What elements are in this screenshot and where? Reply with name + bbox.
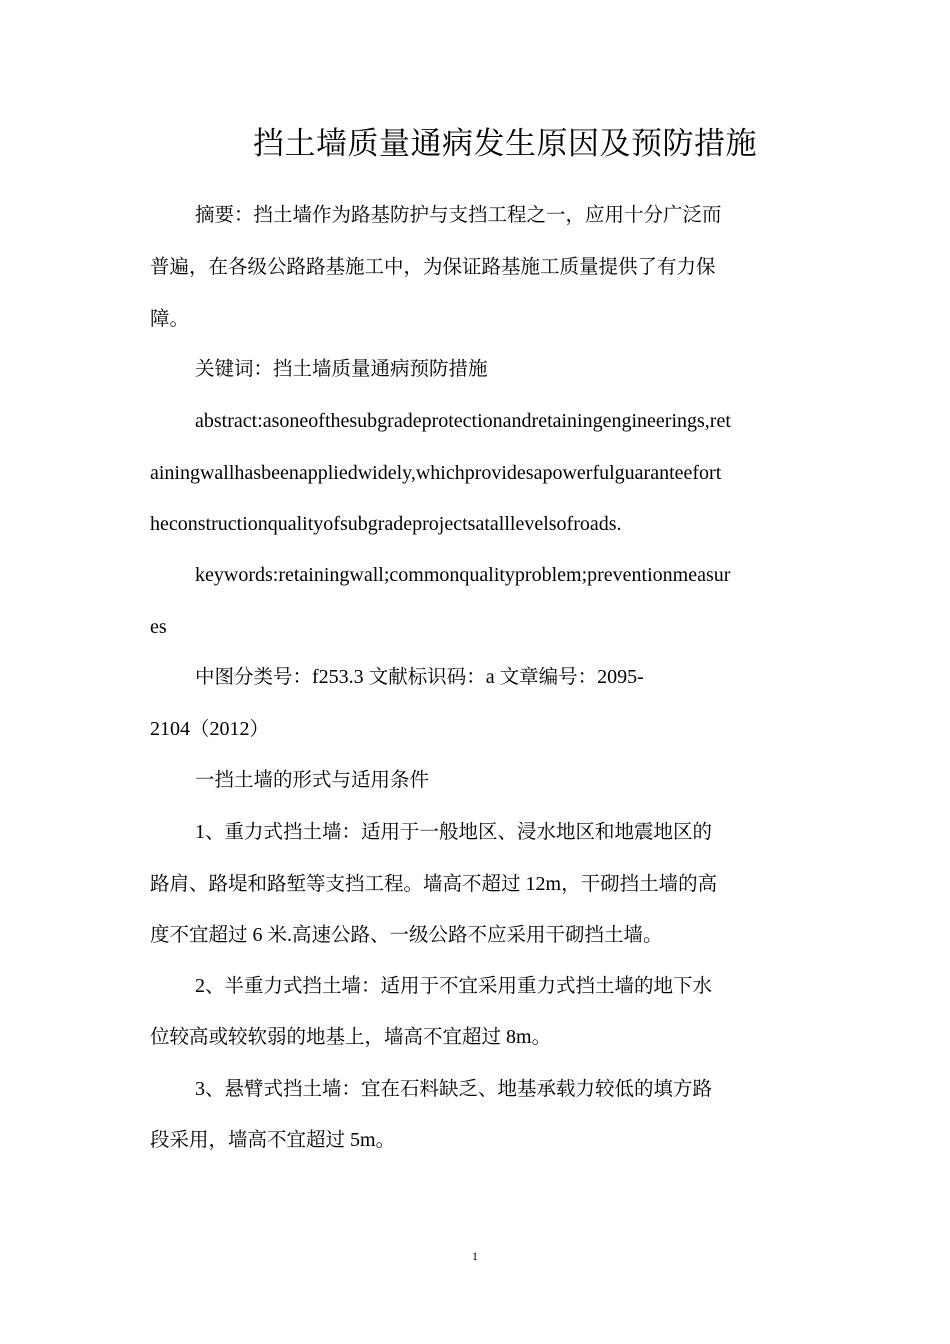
classification-value-1: f253.3 bbox=[312, 666, 364, 688]
keywords-en-line-2: es bbox=[150, 616, 167, 638]
item-2-height: 8m bbox=[506, 1026, 532, 1048]
abstract-en-line-3: heconstructionqualityofsubgradeprojectsatalllevelsofroads. bbox=[150, 513, 622, 535]
abstract-cn-line-2: 普遍，在各级公路路基施工中，为保证路基施工质量提供了有力保 bbox=[150, 255, 716, 278]
paren-close: ） bbox=[249, 717, 270, 740]
document-title: 挡土墙质量通病发生原因及预防措施 bbox=[253, 126, 757, 162]
classification-label-3: 文章编号： bbox=[499, 665, 598, 688]
item-3-line-2 bbox=[150, 1127, 395, 1153]
item-1-line-2 bbox=[150, 871, 717, 897]
classification-value-2: a bbox=[485, 666, 495, 688]
item-1-line-3 bbox=[150, 922, 663, 948]
article-number-suffix: 2104 bbox=[150, 718, 190, 740]
item-1-text-2b: ，干砌挡土墙的高 bbox=[561, 872, 718, 895]
item-1-height: 12m bbox=[525, 873, 562, 895]
classification-line-1 bbox=[195, 664, 644, 690]
paren-open: （ bbox=[190, 717, 210, 740]
classification-label-2: 文献标识码： bbox=[368, 665, 486, 688]
item-2-text-2a: 位较高或较软弱的地基上，墙高不宜超过 bbox=[150, 1025, 502, 1048]
item-1-text-3c: 高速公路、一级公路不应采用干砌挡土墙。 bbox=[292, 923, 663, 946]
item-3-number: 3 bbox=[195, 1078, 205, 1100]
abstract-cn-line-1: 摘要：挡土墙作为路基防护与支挡工程之一，应用十分广泛而 bbox=[195, 203, 722, 226]
classification-label-1: 中图分类号： bbox=[195, 665, 313, 688]
item-3-text-2b: 。 bbox=[375, 1128, 396, 1151]
item-2-text-1: 、半重力式挡土墙：适用于不宜采用重力式挡土墙的地下水 bbox=[205, 974, 713, 997]
section-1-heading: 一挡土墙的形式与适用条件 bbox=[195, 768, 430, 791]
item-1-text-3a: 度不宜超过 bbox=[150, 923, 248, 946]
keywords-en-line-1: keywords:retainingwall;commonqualityproblem;preventionmeasur bbox=[195, 564, 731, 586]
item-3-text-1: 、悬臂式挡土墙：宜在石料缺乏、地基承载力较低的填方路 bbox=[205, 1077, 713, 1100]
item-3-line-1 bbox=[195, 1076, 712, 1102]
item-1-text-3b: 米 bbox=[267, 923, 288, 946]
item-1-number: 1 bbox=[195, 821, 205, 843]
classification-line-2 bbox=[150, 716, 269, 742]
keywords-cn: 关键词：挡土墙质量通病预防措施 bbox=[195, 357, 488, 380]
abstract-en-line-1: abstract:asoneofthesubgradeprotectionandretainingengineerings,ret bbox=[195, 410, 731, 432]
item-2-text-2b: 。 bbox=[531, 1025, 552, 1048]
item-1-text-2a: 路肩、路堤和路堑等支挡工程。墙高不超过 bbox=[150, 872, 521, 895]
article-year: 2012 bbox=[209, 718, 250, 740]
item-2-line-1 bbox=[195, 973, 712, 999]
item-2-number: 2 bbox=[195, 975, 205, 997]
abstract-en-line-2: ainingwallhasbeenappliedwidely,whichprovidesapowerfulguaranteefort bbox=[150, 462, 722, 484]
item-1-dot: . bbox=[287, 924, 293, 946]
item-1-line-1 bbox=[195, 819, 712, 845]
item-2-line-2 bbox=[150, 1024, 551, 1050]
abstract-cn-line-3: 障。 bbox=[150, 307, 190, 330]
page-number: 1 bbox=[472, 1249, 478, 1263]
item-1-text-1: 、重力式挡土墙：适用于一般地区、浸水地区和地震地区的 bbox=[205, 820, 713, 843]
item-3-height: 5m bbox=[350, 1129, 376, 1151]
item-1-dry-height: 6 bbox=[252, 924, 263, 946]
item-3-text-2a: 段采用，墙高不宜超过 bbox=[150, 1128, 346, 1151]
classification-value-3: 2095- bbox=[597, 666, 644, 688]
